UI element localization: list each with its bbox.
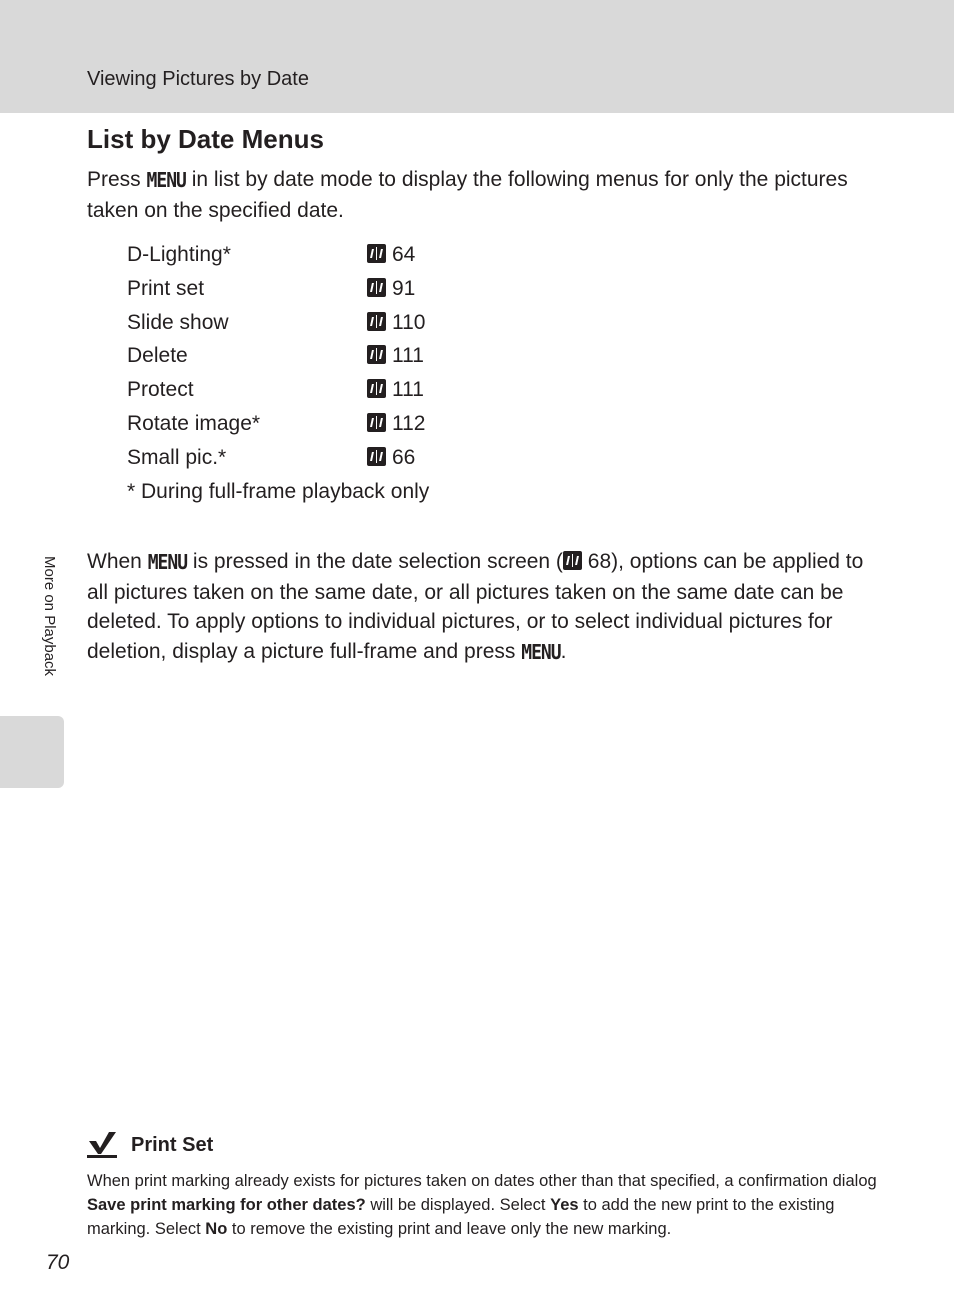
checkmark-note-icon xyxy=(87,1130,117,1158)
menu-ref-page: 111 xyxy=(392,378,424,402)
page-reference-icon xyxy=(367,413,386,432)
body-text-3: ), options can be applied to all pictures taken on the same date, or all pictures taken on the same date can be deleted. To apply options to individual pictures, or to select individual pictures for deletion, display a picture full-frame and press xyxy=(87,550,864,663)
page-reference-icon xyxy=(367,447,386,466)
menu-row xyxy=(127,344,527,378)
note-bold-dialog: Save print marking for other dates? xyxy=(87,1196,366,1214)
menu-label: Protect xyxy=(127,378,194,402)
section-header: Viewing Pictures by Date xyxy=(87,68,309,90)
side-tab xyxy=(0,716,64,788)
body-text-1: When xyxy=(87,550,148,573)
body-text-4: . xyxy=(560,639,567,663)
note-text: to add the new print to the existing marking. Select xyxy=(87,1196,835,1238)
header-band xyxy=(0,0,954,113)
menu-label: Rotate image* xyxy=(127,411,261,435)
menu-list xyxy=(127,243,527,480)
page-reference-icon xyxy=(367,379,386,398)
intro-paragraph xyxy=(87,165,877,225)
menu-label: Delete xyxy=(127,344,188,368)
menu-button-icon: MENU xyxy=(147,550,188,575)
menu-row xyxy=(127,311,527,345)
page-reference-icon xyxy=(367,312,386,331)
menu-ref xyxy=(367,344,424,368)
menu-button-icon: MENU xyxy=(521,639,561,665)
footnote: * During full-frame playback only xyxy=(127,480,430,503)
note-text: to remove the existing print and leave only the new marking. xyxy=(227,1220,672,1238)
menu-label: Slide show xyxy=(127,310,229,334)
menu-row xyxy=(127,378,527,412)
body-paragraph xyxy=(87,547,877,667)
menu-ref xyxy=(367,277,415,301)
menu-ref xyxy=(367,243,415,267)
intro-prefix: Press xyxy=(87,168,147,191)
menu-label: D-Lighting* xyxy=(127,243,231,266)
menu-ref-page: 64 xyxy=(392,243,416,266)
menu-ref-page: 110 xyxy=(392,310,426,334)
menu-ref xyxy=(367,412,425,436)
intro-suffix: in list by date mode to display the following menus for only the pictures taken on the specified date. xyxy=(87,168,848,222)
page-title: List by Date Menus xyxy=(87,124,324,154)
page-reference-icon xyxy=(367,278,386,297)
menu-ref-page: 111 xyxy=(392,344,424,368)
menu-row xyxy=(127,412,527,446)
page-reference-icon xyxy=(367,244,386,263)
page-reference-icon xyxy=(367,345,386,364)
note-bold-yes: Yes xyxy=(550,1196,579,1214)
note-text: will be displayed. Select xyxy=(365,1196,551,1214)
menu-ref xyxy=(367,378,424,402)
menu-ref-page: 66 xyxy=(392,445,416,469)
menu-ref-page: 112 xyxy=(392,411,426,435)
page-reference-icon xyxy=(563,551,582,570)
note-title: Print Set xyxy=(131,1134,214,1156)
note-bold-no: No xyxy=(205,1220,228,1238)
menu-ref xyxy=(367,446,415,470)
menu-row xyxy=(127,243,527,277)
menu-row xyxy=(127,277,527,311)
note-text: When print marking already exists for pictures taken on dates other than that specified, a confirmation dialog xyxy=(87,1172,877,1190)
body-text-2: is pressed in the date selection screen ( xyxy=(187,550,563,573)
menu-label: Print set xyxy=(127,276,205,300)
menu-label: Small pic.* xyxy=(127,445,227,469)
side-tab-label: More on Playback xyxy=(41,556,58,677)
body-ref-page: 68 xyxy=(581,550,612,573)
note-body xyxy=(87,1169,877,1241)
menu-row xyxy=(127,446,527,480)
checkmark-icon xyxy=(87,1130,117,1156)
menu-button-icon: MENU xyxy=(146,168,186,193)
menu-ref xyxy=(367,311,425,335)
page-number: 70 xyxy=(46,1251,70,1274)
menu-ref-page: 91 xyxy=(392,276,416,300)
